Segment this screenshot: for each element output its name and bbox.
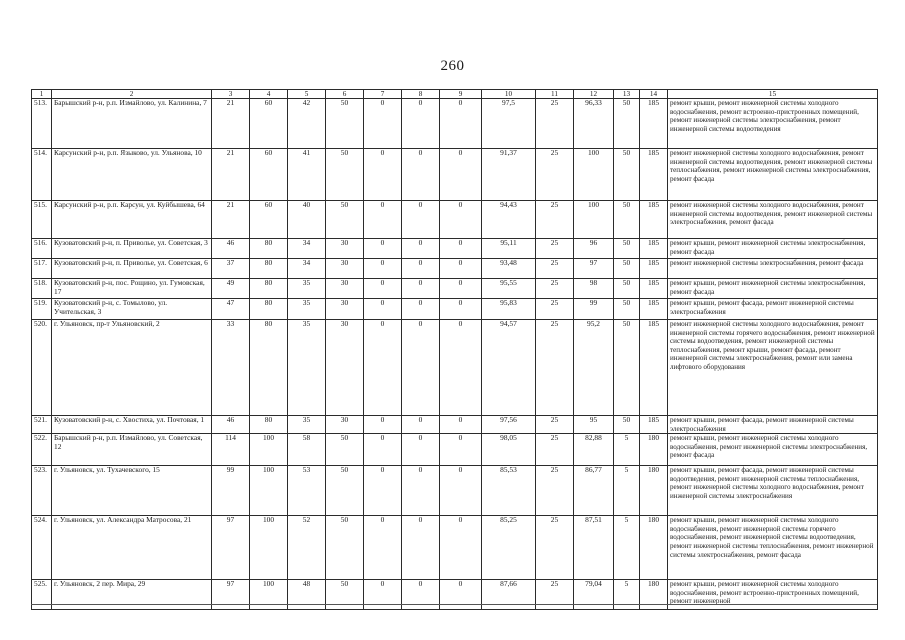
cell-col-13: 50 (614, 299, 640, 320)
cell-col-4: 100 (250, 516, 288, 580)
cell-col-12: 98 (574, 279, 614, 299)
cell-col-7: 0 (364, 201, 402, 239)
cell-col-3: 97 (212, 516, 250, 580)
cell-col-13: 5 (614, 466, 640, 516)
cell-col-14: 185 (640, 416, 668, 434)
cell-col-14: 180 (640, 434, 668, 466)
cell-col-14: 185 (640, 259, 668, 279)
cell-col-5: 41 (288, 149, 326, 201)
column-header-2: 2 (52, 90, 212, 99)
address-cell: Барышский р-н, р.п. Измайлово, ул. Калинина, 7 (52, 99, 212, 149)
works-list-cell: ремонт крыши, ремонт инженерной системы холодного водоснабжения, ремонт инженерной системы электроснабжения, ремонт фасада (668, 434, 878, 466)
cell-col-3: 21 (212, 201, 250, 239)
cell-col-9: 0 (440, 259, 482, 279)
cell-col-10: 94,43 (482, 201, 536, 239)
table-row (32, 466, 878, 516)
row-number: 518. (32, 279, 52, 299)
works-list-cell: ремонт крыши, ремонт инженерной системы холодного водоснабжения, ремонт встроенно-пристроенных помещений, ремонт инженерной (668, 580, 878, 610)
cell-col-14: 185 (640, 299, 668, 320)
cell-col-7: 0 (364, 580, 402, 610)
cell-col-11: 25 (536, 279, 574, 299)
cell-col-9: 0 (440, 99, 482, 149)
cell-col-14: 185 (640, 279, 668, 299)
cell-col-7: 0 (364, 259, 402, 279)
cell-col-14: 180 (640, 466, 668, 516)
cell-col-7: 0 (364, 516, 402, 580)
cell-col-7: 0 (364, 149, 402, 201)
page-bottom-rule (31, 604, 877, 605)
row-number: 516. (32, 239, 52, 259)
cell-col-11: 25 (536, 416, 574, 434)
cell-col-10: 93,48 (482, 259, 536, 279)
cell-col-10: 97,5 (482, 99, 536, 149)
cell-col-14: 185 (640, 320, 668, 416)
cell-col-8: 0 (402, 580, 440, 610)
cell-col-4: 60 (250, 149, 288, 201)
cell-col-8: 0 (402, 320, 440, 416)
cell-col-10: 95,11 (482, 239, 536, 259)
table-row (32, 259, 878, 279)
cell-col-10: 85,25 (482, 516, 536, 580)
cell-col-10: 95,83 (482, 299, 536, 320)
cell-col-6: 50 (326, 434, 364, 466)
cell-col-3: 49 (212, 279, 250, 299)
works-list-cell: ремонт крыши, ремонт инженерной системы электроснабжения, ремонт фасада (668, 239, 878, 259)
table-row (32, 320, 878, 416)
cell-col-10: 85,53 (482, 466, 536, 516)
cell-col-13: 50 (614, 201, 640, 239)
cell-col-3: 46 (212, 239, 250, 259)
column-header-7: 7 (364, 90, 402, 99)
cell-col-12: 96 (574, 239, 614, 259)
cell-col-4: 100 (250, 580, 288, 610)
cell-col-8: 0 (402, 99, 440, 149)
cell-col-11: 25 (536, 434, 574, 466)
cell-col-13: 50 (614, 279, 640, 299)
row-number: 522. (32, 434, 52, 466)
cell-col-11: 25 (536, 320, 574, 416)
address-cell: Кузоватовский р-н, с. Хвостиха, ул. Почтовая, 1 (52, 416, 212, 434)
cell-col-4: 60 (250, 99, 288, 149)
works-list-cell: ремонт крыши, ремонт инженерной системы холодного водоснабжения, ремонт встроенно-пристроенных помещений, ремонт инженерной системы электроснабжения, ремонт инженерной системы водоотведения (668, 99, 878, 149)
column-header-13: 13 (614, 90, 640, 99)
cell-col-10: 94,57 (482, 320, 536, 416)
cell-col-9: 0 (440, 434, 482, 466)
cell-col-4: 100 (250, 466, 288, 516)
table-body (32, 99, 878, 610)
cell-col-4: 80 (250, 299, 288, 320)
cell-col-5: 34 (288, 239, 326, 259)
cell-col-13: 50 (614, 239, 640, 259)
cell-col-12: 79,04 (574, 580, 614, 610)
row-number: 514. (32, 149, 52, 201)
cell-col-5: 53 (288, 466, 326, 516)
cell-col-4: 80 (250, 416, 288, 434)
cell-col-13: 50 (614, 99, 640, 149)
cell-col-12: 96,33 (574, 99, 614, 149)
works-list-cell: ремонт инженерной системы холодного водоснабжения, ремонт инженерной системы водоотведения, ремонт инженерной системы теплоснабжения, ремонт инженерной системы электроснабжения, ремонт фасада (668, 149, 878, 201)
cell-col-8: 0 (402, 416, 440, 434)
cell-col-5: 35 (288, 279, 326, 299)
row-number: 524. (32, 516, 52, 580)
cell-col-11: 25 (536, 516, 574, 580)
cell-col-6: 50 (326, 466, 364, 516)
cell-col-13: 50 (614, 149, 640, 201)
address-cell: г. Ульяновск, пр-т Ульяновский, 2 (52, 320, 212, 416)
row-number: 515. (32, 201, 52, 239)
table-row (32, 416, 878, 434)
column-header-6: 6 (326, 90, 364, 99)
cell-col-12: 82,88 (574, 434, 614, 466)
cell-col-6: 50 (326, 99, 364, 149)
cell-col-10: 87,66 (482, 580, 536, 610)
repair-register-table (31, 89, 878, 610)
cell-col-11: 25 (536, 201, 574, 239)
table-row (32, 299, 878, 320)
table-row (32, 279, 878, 299)
cell-col-12: 95,2 (574, 320, 614, 416)
cell-col-14: 180 (640, 580, 668, 610)
cell-col-3: 21 (212, 99, 250, 149)
cell-col-3: 46 (212, 416, 250, 434)
cell-col-6: 30 (326, 239, 364, 259)
cell-col-8: 0 (402, 466, 440, 516)
cell-col-8: 0 (402, 201, 440, 239)
page-number: 260 (440, 58, 465, 74)
cell-col-5: 48 (288, 580, 326, 610)
address-cell: г. Ульяновск, ул. Александра Матросова, 21 (52, 516, 212, 580)
cell-col-3: 21 (212, 149, 250, 201)
cell-col-11: 25 (536, 99, 574, 149)
cell-col-9: 0 (440, 279, 482, 299)
table-row (32, 516, 878, 580)
row-number: 513. (32, 99, 52, 149)
cell-col-5: 35 (288, 320, 326, 416)
works-list-cell: ремонт крыши, ремонт фасада, ремонт инженерной системы водоотведения, ремонт инженерной системы теплоснабжения, ремонт инженерной системы холодного водоснабжения, ремонт инженерной системы электроснабжения (668, 466, 878, 516)
cell-col-11: 25 (536, 149, 574, 201)
works-list-cell: ремонт инженерной системы холодного водоснабжения, ремонт инженерной системы водоотведения, ремонт инженерной системы электроснабжения, ремонт фасада (668, 201, 878, 239)
cell-col-10: 91,37 (482, 149, 536, 201)
address-cell: Барышский р-н, р.п. Измайлово, ул. Советская, 12 (52, 434, 212, 466)
cell-col-4: 80 (250, 279, 288, 299)
cell-col-9: 0 (440, 466, 482, 516)
cell-col-3: 114 (212, 434, 250, 466)
cell-col-12: 100 (574, 201, 614, 239)
cell-col-3: 47 (212, 299, 250, 320)
works-list-cell: ремонт крыши, ремонт фасада, ремонт инженерной системы электроснабжения (668, 416, 878, 434)
row-number: 520. (32, 320, 52, 416)
cell-col-6: 50 (326, 516, 364, 580)
table-row (32, 434, 878, 466)
address-cell: Кузоватовский р-н, пос. Рощино, ул. Гумовская, 17 (52, 279, 212, 299)
cell-col-11: 25 (536, 299, 574, 320)
column-header-11: 11 (536, 90, 574, 99)
cell-col-13: 50 (614, 320, 640, 416)
cell-col-6: 30 (326, 416, 364, 434)
cell-col-6: 30 (326, 279, 364, 299)
works-list-cell: ремонт крыши, ремонт инженерной системы электроснабжения, ремонт фасада (668, 279, 878, 299)
cell-col-5: 40 (288, 201, 326, 239)
cell-col-5: 35 (288, 416, 326, 434)
works-list-cell: ремонт крыши, ремонт фасада, ремонт инженерной системы электроснабжения (668, 299, 878, 320)
cell-col-6: 30 (326, 299, 364, 320)
cell-col-6: 30 (326, 259, 364, 279)
cell-col-10: 98,05 (482, 434, 536, 466)
column-header-9: 9 (440, 90, 482, 99)
table-row (32, 201, 878, 239)
cell-col-14: 185 (640, 149, 668, 201)
cell-col-5: 34 (288, 259, 326, 279)
row-number: 519. (32, 299, 52, 320)
cell-col-4: 80 (250, 320, 288, 416)
cell-col-14: 180 (640, 516, 668, 580)
cell-col-6: 50 (326, 149, 364, 201)
cell-col-3: 37 (212, 259, 250, 279)
address-cell: г. Ульяновск, 2 пер. Мира, 29 (52, 580, 212, 610)
cell-col-9: 0 (440, 239, 482, 259)
row-number: 521. (32, 416, 52, 434)
cell-col-8: 0 (402, 516, 440, 580)
cell-col-7: 0 (364, 466, 402, 516)
cell-col-7: 0 (364, 320, 402, 416)
cell-col-8: 0 (402, 299, 440, 320)
cell-col-14: 185 (640, 239, 668, 259)
cell-col-4: 80 (250, 239, 288, 259)
works-list-cell: ремонт инженерной системы электроснабжения, ремонт фасада (668, 259, 878, 279)
cell-col-12: 99 (574, 299, 614, 320)
cell-col-11: 25 (536, 580, 574, 610)
address-cell: Кузоватовский р-н, п. Приволье, ул. Советская, 3 (52, 239, 212, 259)
cell-col-11: 25 (536, 466, 574, 516)
column-header-5: 5 (288, 90, 326, 99)
cell-col-6: 50 (326, 580, 364, 610)
cell-col-9: 0 (440, 580, 482, 610)
cell-col-7: 0 (364, 434, 402, 466)
cell-col-5: 42 (288, 99, 326, 149)
cell-col-4: 80 (250, 259, 288, 279)
cell-col-9: 0 (440, 201, 482, 239)
address-cell: Карсунский р-н, р.п. Языково, ул. Ульянова, 10 (52, 149, 212, 201)
cell-col-13: 5 (614, 434, 640, 466)
cell-col-9: 0 (440, 149, 482, 201)
cell-col-3: 33 (212, 320, 250, 416)
address-cell: Карсунский р-н, р.п. Карсун, ул. Куйбышева, 64 (52, 201, 212, 239)
cell-col-4: 60 (250, 201, 288, 239)
cell-col-5: 35 (288, 299, 326, 320)
cell-col-12: 87,51 (574, 516, 614, 580)
cell-col-7: 0 (364, 279, 402, 299)
table-row (32, 239, 878, 259)
cell-col-12: 95 (574, 416, 614, 434)
cell-col-7: 0 (364, 239, 402, 259)
column-header-14: 14 (640, 90, 668, 99)
cell-col-13: 50 (614, 259, 640, 279)
works-list-cell: ремонт инженерной системы холодного водоснабжения, ремонт инженерной системы горячего водоснабжения, ремонт инженерной системы водоотведения, ремонт инженерной системы теплоснабжения, ремонт крыши, ремонт фасада, ремонт инженерной системы электроснабжения, ремонт или замена лифтового оборудования (668, 320, 878, 416)
cell-col-5: 58 (288, 434, 326, 466)
cell-col-9: 0 (440, 299, 482, 320)
cell-col-7: 0 (364, 416, 402, 434)
cell-col-9: 0 (440, 516, 482, 580)
address-cell: Кузоватовский р-н, с. Томылово, ул. Учительская, 3 (52, 299, 212, 320)
cell-col-6: 30 (326, 320, 364, 416)
cell-col-12: 97 (574, 259, 614, 279)
table-row (32, 99, 878, 149)
cell-col-11: 25 (536, 239, 574, 259)
column-header-4: 4 (250, 90, 288, 99)
cell-col-14: 185 (640, 99, 668, 149)
column-number-row (32, 90, 878, 99)
row-number: 517. (32, 259, 52, 279)
cell-col-9: 0 (440, 320, 482, 416)
cell-col-10: 97,56 (482, 416, 536, 434)
address-cell: г. Ульяновск, ул. Тухачевского, 15 (52, 466, 212, 516)
column-header-15: 15 (668, 90, 878, 99)
cell-col-12: 100 (574, 149, 614, 201)
cell-col-12: 86,77 (574, 466, 614, 516)
cell-col-8: 0 (402, 259, 440, 279)
cell-col-11: 25 (536, 259, 574, 279)
cell-col-7: 0 (364, 99, 402, 149)
cell-col-5: 52 (288, 516, 326, 580)
works-list-cell: ремонт крыши, ремонт инженерной системы холодного водоснабжения, ремонт инженерной системы горячего водоснабжения, ремонт инженерной системы водоотведения, ремонт инженерной системы теплоснабжения, ремонт инженерной системы электроснабжения, ремонт фасада (668, 516, 878, 580)
cell-col-8: 0 (402, 239, 440, 259)
column-header-1: 1 (32, 90, 52, 99)
cell-col-8: 0 (402, 279, 440, 299)
cell-col-7: 0 (364, 299, 402, 320)
cell-col-14: 185 (640, 201, 668, 239)
cell-col-3: 97 (212, 580, 250, 610)
cell-col-9: 0 (440, 416, 482, 434)
row-number: 523. (32, 466, 52, 516)
table-row (32, 580, 878, 610)
cell-col-13: 5 (614, 580, 640, 610)
cell-col-8: 0 (402, 434, 440, 466)
cell-col-13: 5 (614, 516, 640, 580)
column-header-8: 8 (402, 90, 440, 99)
row-number: 525. (32, 580, 52, 610)
cell-col-4: 100 (250, 434, 288, 466)
cell-col-6: 50 (326, 201, 364, 239)
cell-col-3: 99 (212, 466, 250, 516)
address-cell: Кузоватовский р-н, п. Приволье, ул. Советская, 6 (52, 259, 212, 279)
column-header-10: 10 (482, 90, 536, 99)
column-header-12: 12 (574, 90, 614, 99)
cell-col-13: 50 (614, 416, 640, 434)
cell-col-10: 95,55 (482, 279, 536, 299)
table-row (32, 149, 878, 201)
column-header-3: 3 (212, 90, 250, 99)
cell-col-8: 0 (402, 149, 440, 201)
